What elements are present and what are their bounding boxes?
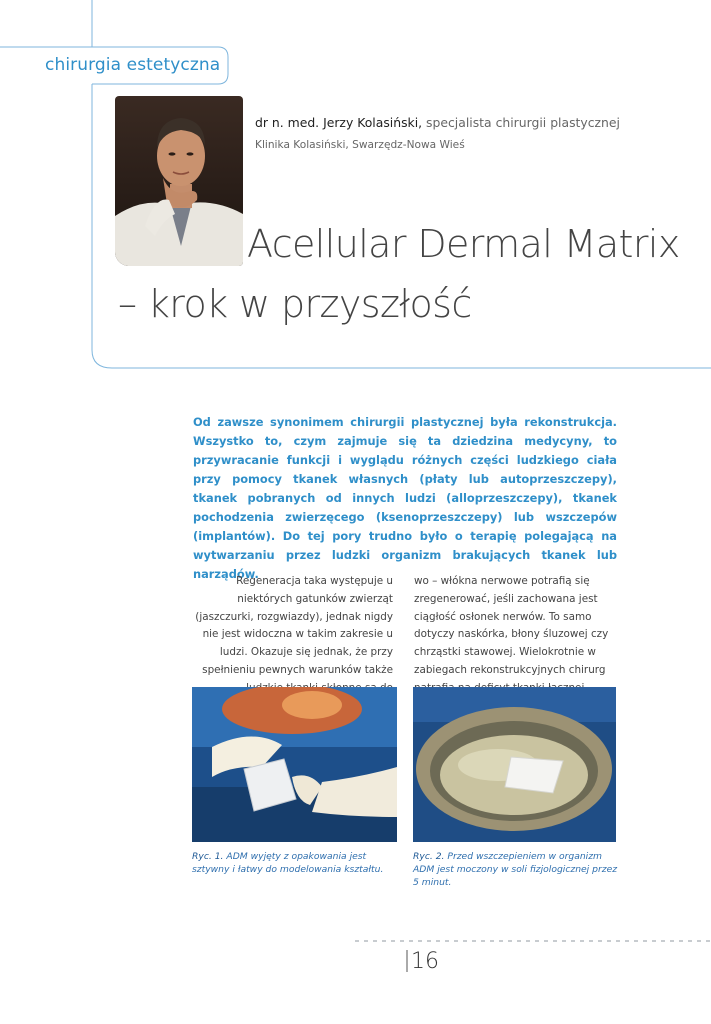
article-title-line-1: Acellular Dermal Matrix [247,222,680,266]
author-portrait [115,96,243,266]
body-column-left: Regeneracja taka występuje u niektórych gatunków zwierząt (jaszczurki, rozgwiazdy), jednak nigdy nie jest widoczna w takim zakresie u ludzi. Okazuje się jednak, że przy spełnieniu pewnych warunków także [195,575,393,676]
figure-1-caption [192,850,397,876]
figure-2-label: Ryc. 2. [413,851,445,862]
author-clinic: Klinika Kolasiński, Swarzędz-Nowa Wieś [255,139,465,151]
body-column-right: wo – włókna nerwowe potrafią się zregenerować, jeśli zachowana jest ciągłość osłonek nerwów. To samo dotyczy naskórka, błony śluzowej czy chrząstki stawowej. Wielokrotnie w zabiegach rekonstrukcyjnych chirurg [414,575,609,676]
section-label: chirurgia estetyczna [45,55,221,75]
author-byline [255,115,620,130]
figure-2-caption-text: Przed wszczepieniem w organizm ADM jest moczony w soli fizjologicznej przez 5 minut. [413,851,618,888]
lead-paragraph: Od zawsze synonimem chirurgii plastycznej była rekonstrukcja. Wszystko to, czym zajmuje się ta dziedzina medycyny, to przywracanie funkcji i wyglądu różnych części ludzkiego ciała przy pomocy tkanek własnych (płaty lub autoprzeszczepy), tkanek pobranych od innych ludzi (alloprzeszczepy), tkanek pochodzenia zwierzęcego (ksenoprzeszczepy) lub wszczepów (implantów). Do tej pory trudno było o terapię polegającą na wytwarzaniu przez ludzki organizm brakujących tkanek lub narządów. [193,415,617,581]
figure-1-image [192,687,397,842]
figure-2-caption [413,850,623,889]
figure-1-label: Ryc. 1. [192,851,224,862]
author-role: specjalista chirurgii plastycznej [422,115,620,130]
figure-1-caption-text: ADM wyjęty z opakowania jest sztywny i łatwy do modelowania kształtu. [192,851,384,875]
figure-2-image [413,687,616,842]
page-number: 16 [411,949,439,974]
author-name: dr n. med. Jerzy Kolasiński, [255,115,423,130]
article-title-line-2: – krok w przyszłość [118,282,472,326]
